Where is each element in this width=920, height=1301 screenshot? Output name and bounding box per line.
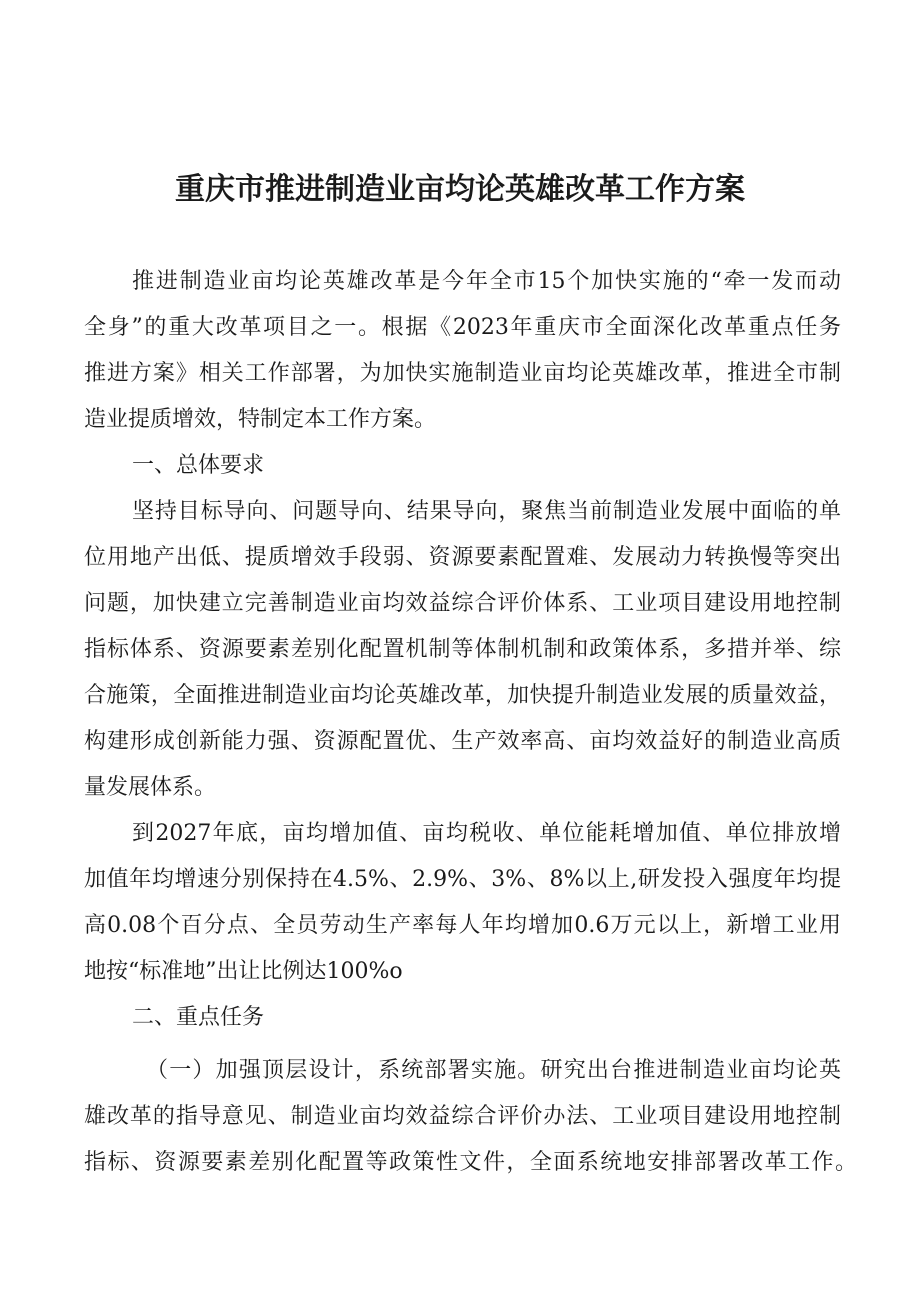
paragraph-line: （一）加强顶层设计，系统部署实施。研究出台推进制造业亩均论英 — [146, 1058, 841, 1083]
paragraph-line: 构建形成创新能力强、资源配置优、生产效率高、亩均效益好的制造业高质 — [84, 729, 841, 754]
document-title: 重庆市推进制造业亩均论英雄改革工作方案 — [175, 172, 745, 207]
paragraph-line: 全身”的重大改革项目之一。根据《2023年重庆市全面深化改革重点任务 — [84, 315, 841, 340]
paragraph-line: 加值年均增速分别保持在4.5%、2.9%、3%、8%以上,研发投入强度年均提 — [84, 867, 841, 892]
paragraph-line: 推进方案》相关工作部署，为加快实施制造业亩均论英雄改革，推进全市制 — [84, 361, 841, 386]
paragraph-line: 推进制造业亩均论英雄改革是今年全市15个加快实施的“牵一发而动 — [132, 269, 841, 294]
paragraph-line: 坚持目标导向、问题导向、结果导向，聚焦当前制造业发展中面临的单 — [132, 499, 841, 524]
paragraph-line: 合施策，全面推进制造业亩均论英雄改革，加快提升制造业发展的质量效益， — [84, 683, 841, 708]
paragraph-line: 问题，加快建立完善制造业亩均效益综合评价体系、工业项目建设用地控制 — [84, 591, 841, 616]
section-heading: 二、重点任务 — [132, 1005, 265, 1030]
section-heading: 一、总体要求 — [132, 453, 265, 478]
paragraph-line: 位用地产出低、提质增效手段弱、资源要素配置难、发展动力转换慢等突出 — [84, 545, 841, 570]
paragraph-line: 地按“标准地”出让比例达100%o — [84, 959, 403, 984]
paragraph-line: 高0.08个百分点、全员劳动生产率每人年均增加0.6万元以上，新增工业用 — [84, 913, 841, 938]
paragraph-line: 到2027年底，亩均增加值、亩均税收、单位能耗增加值、单位排放增 — [132, 821, 841, 846]
paragraph-line: 雄改革的指导意见、制造业亩均效益综合评价办法、工业项目建设用地控制 — [84, 1104, 841, 1129]
paragraph-line: 指标、资源要素差别化配置等政策性文件，全面系统地安排部署改革工作。 — [84, 1150, 857, 1175]
paragraph-line: 造业提质增效，特制定本工作方案。 — [84, 407, 437, 432]
paragraph-line: 指标体系、资源要素差别化配置机制等体制机制和政策体系，多措并举、综 — [84, 637, 841, 662]
paragraph-line: 量发展体系。 — [84, 775, 217, 800]
